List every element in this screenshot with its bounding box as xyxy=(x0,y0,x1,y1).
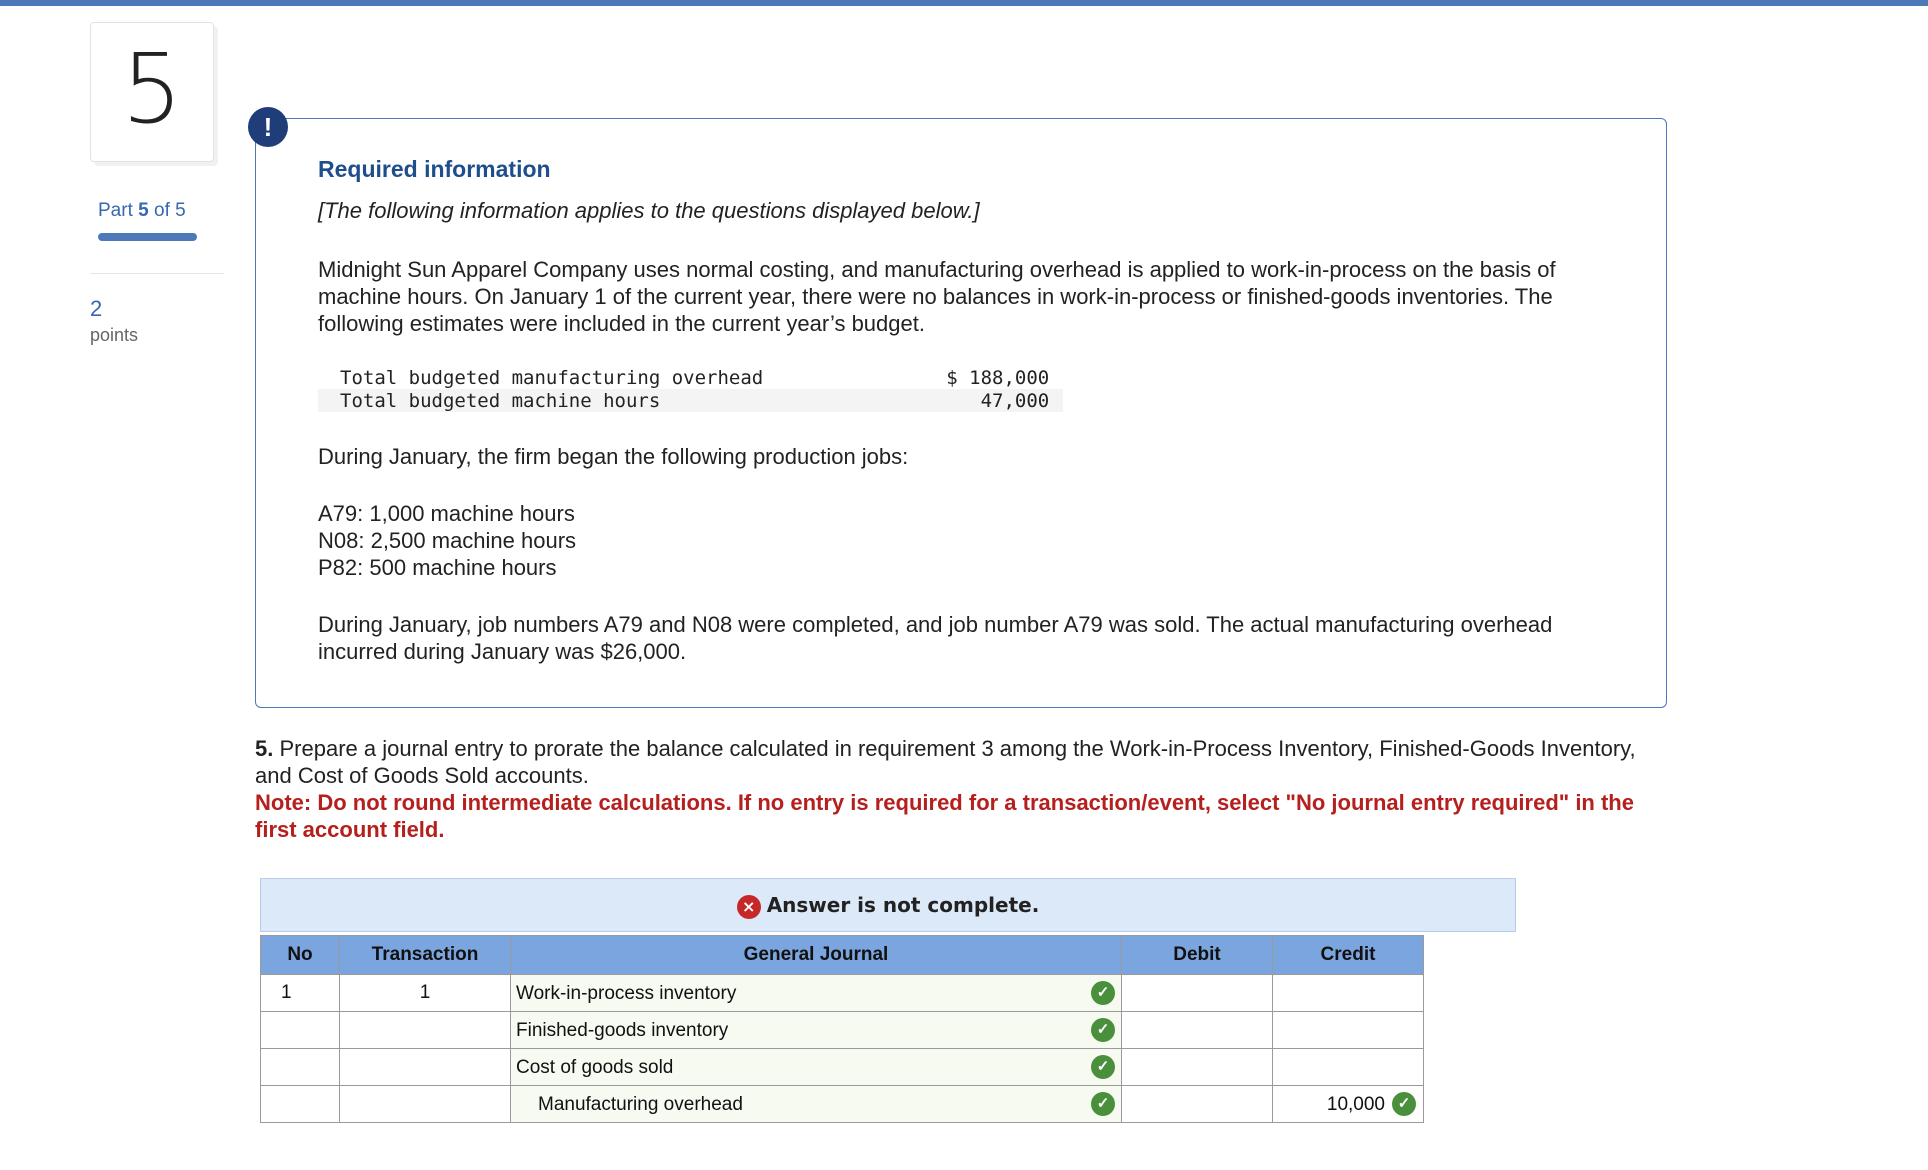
account-field[interactable] xyxy=(511,1086,1122,1123)
part-current: 5 xyxy=(138,200,149,221)
correct-check-icon: ✓ xyxy=(1091,1055,1115,1079)
debit-field[interactable] xyxy=(1122,975,1273,1012)
journal-header-row xyxy=(261,936,1424,975)
row-no xyxy=(261,1012,340,1049)
debit-field[interactable] xyxy=(1122,1012,1273,1049)
answer-status-text: Answer is not complete. xyxy=(766,893,1040,917)
debit-field[interactable] xyxy=(1122,1086,1273,1123)
job-item: N08: 2,500 machine hours xyxy=(318,528,577,553)
journal-row xyxy=(261,1086,1424,1123)
budget-value: 47,000 xyxy=(777,389,1063,412)
account-field[interactable] xyxy=(511,1012,1122,1049)
rail-divider xyxy=(90,273,224,274)
account-name: Work-in-process inventory xyxy=(516,983,737,1004)
credit-field[interactable] xyxy=(1273,1012,1424,1049)
account-name: Cost of goods sold xyxy=(516,1057,674,1078)
row-transaction: 1 xyxy=(340,975,511,1012)
row-no xyxy=(261,1049,340,1086)
journal-row xyxy=(261,975,1424,1012)
row-transaction xyxy=(340,1086,511,1123)
job-item: A79: 1,000 machine hours xyxy=(318,501,575,526)
row-transaction xyxy=(340,1049,511,1086)
row-no xyxy=(261,1086,340,1123)
account-name: Finished-goods inventory xyxy=(516,1020,729,1041)
info-paragraph-2: During January, the firm began the following production jobs: xyxy=(318,444,909,469)
answer-status-banner xyxy=(260,878,1516,932)
journal-row xyxy=(261,1049,1424,1086)
top-accent-bar xyxy=(0,0,1928,6)
credit-value: 10,000 xyxy=(1326,1094,1385,1115)
part-of: of 5 xyxy=(154,200,186,221)
part-word: Part xyxy=(98,200,133,221)
header-no: No xyxy=(261,936,340,975)
header-debit: Debit xyxy=(1122,936,1273,975)
prompt-note: Note: Do not round intermediate calculations. If no entry is required for a transaction/event, select "No journal entry required" in the first account field. xyxy=(255,790,1634,842)
header-transaction: Transaction xyxy=(340,936,511,975)
part-indicator xyxy=(98,200,186,222)
question-prompt xyxy=(255,735,1655,843)
budget-label: Total budgeted machine hours xyxy=(318,389,777,412)
correct-check-icon: ✓ xyxy=(1392,1092,1416,1116)
budget-row xyxy=(318,366,1063,389)
budget-label: Total budgeted manufacturing overhead xyxy=(340,366,764,389)
correct-check-icon: ✓ xyxy=(1091,1018,1115,1042)
question-number-card xyxy=(90,22,214,162)
budget-row xyxy=(318,389,1063,412)
jobs-list xyxy=(318,500,576,581)
info-paragraph-3: During January, job numbers A79 and N08 were completed, and job number A79 was sold. The actual manufacturing overhead incurred during January was $26,000. xyxy=(318,612,1553,664)
credit-field[interactable] xyxy=(1273,975,1424,1012)
budget-table xyxy=(318,366,1063,412)
account-field[interactable] xyxy=(511,975,1122,1012)
header-general-journal: General Journal xyxy=(511,936,1122,975)
row-no: 1 xyxy=(261,975,340,1012)
account-field[interactable] xyxy=(511,1049,1122,1086)
part-progress-bar xyxy=(98,233,197,241)
prompt-text: Prepare a journal entry to prorate the balance calculated in requirement 3 among the Work-in-Process Inventory, Finished-Goods Inventory, and Cost of Goods Sold accounts. xyxy=(255,736,1636,788)
debit-field[interactable] xyxy=(1122,1049,1273,1086)
points-label: points xyxy=(90,325,139,345)
job-item: P82: 500 machine hours xyxy=(318,555,557,580)
alert-icon: ! xyxy=(248,107,288,147)
credit-field[interactable] xyxy=(1273,1049,1424,1086)
info-subtitle: [The following information applies to the questions displayed below.] xyxy=(318,198,980,223)
points-value: 2 xyxy=(90,296,103,321)
prompt-number: 5. xyxy=(255,736,274,761)
correct-check-icon: ✓ xyxy=(1091,981,1115,1005)
credit-field[interactable] xyxy=(1273,1086,1424,1123)
info-paragraph-1: Midnight Sun Apparel Company uses normal costing, and manufacturing overhead is applied to work-in-process on the basis of machine hours. On January 1 of the current year, there were no balances in work-in-process or finished-goods inventories. The following estimates were included in the current year’s budget. xyxy=(318,257,1556,336)
row-transaction xyxy=(340,1012,511,1049)
correct-check-icon: ✓ xyxy=(1091,1092,1115,1116)
account-name: Manufacturing overhead xyxy=(538,1094,743,1115)
header-credit: Credit xyxy=(1273,936,1424,975)
budget-value: $ 188,000 xyxy=(946,366,1050,389)
journal-row xyxy=(261,1012,1424,1049)
question-number: 5 xyxy=(121,33,183,145)
incomplete-x-icon: × xyxy=(737,895,761,919)
info-title: Required information xyxy=(318,156,551,182)
general-journal-table xyxy=(260,935,1424,1123)
